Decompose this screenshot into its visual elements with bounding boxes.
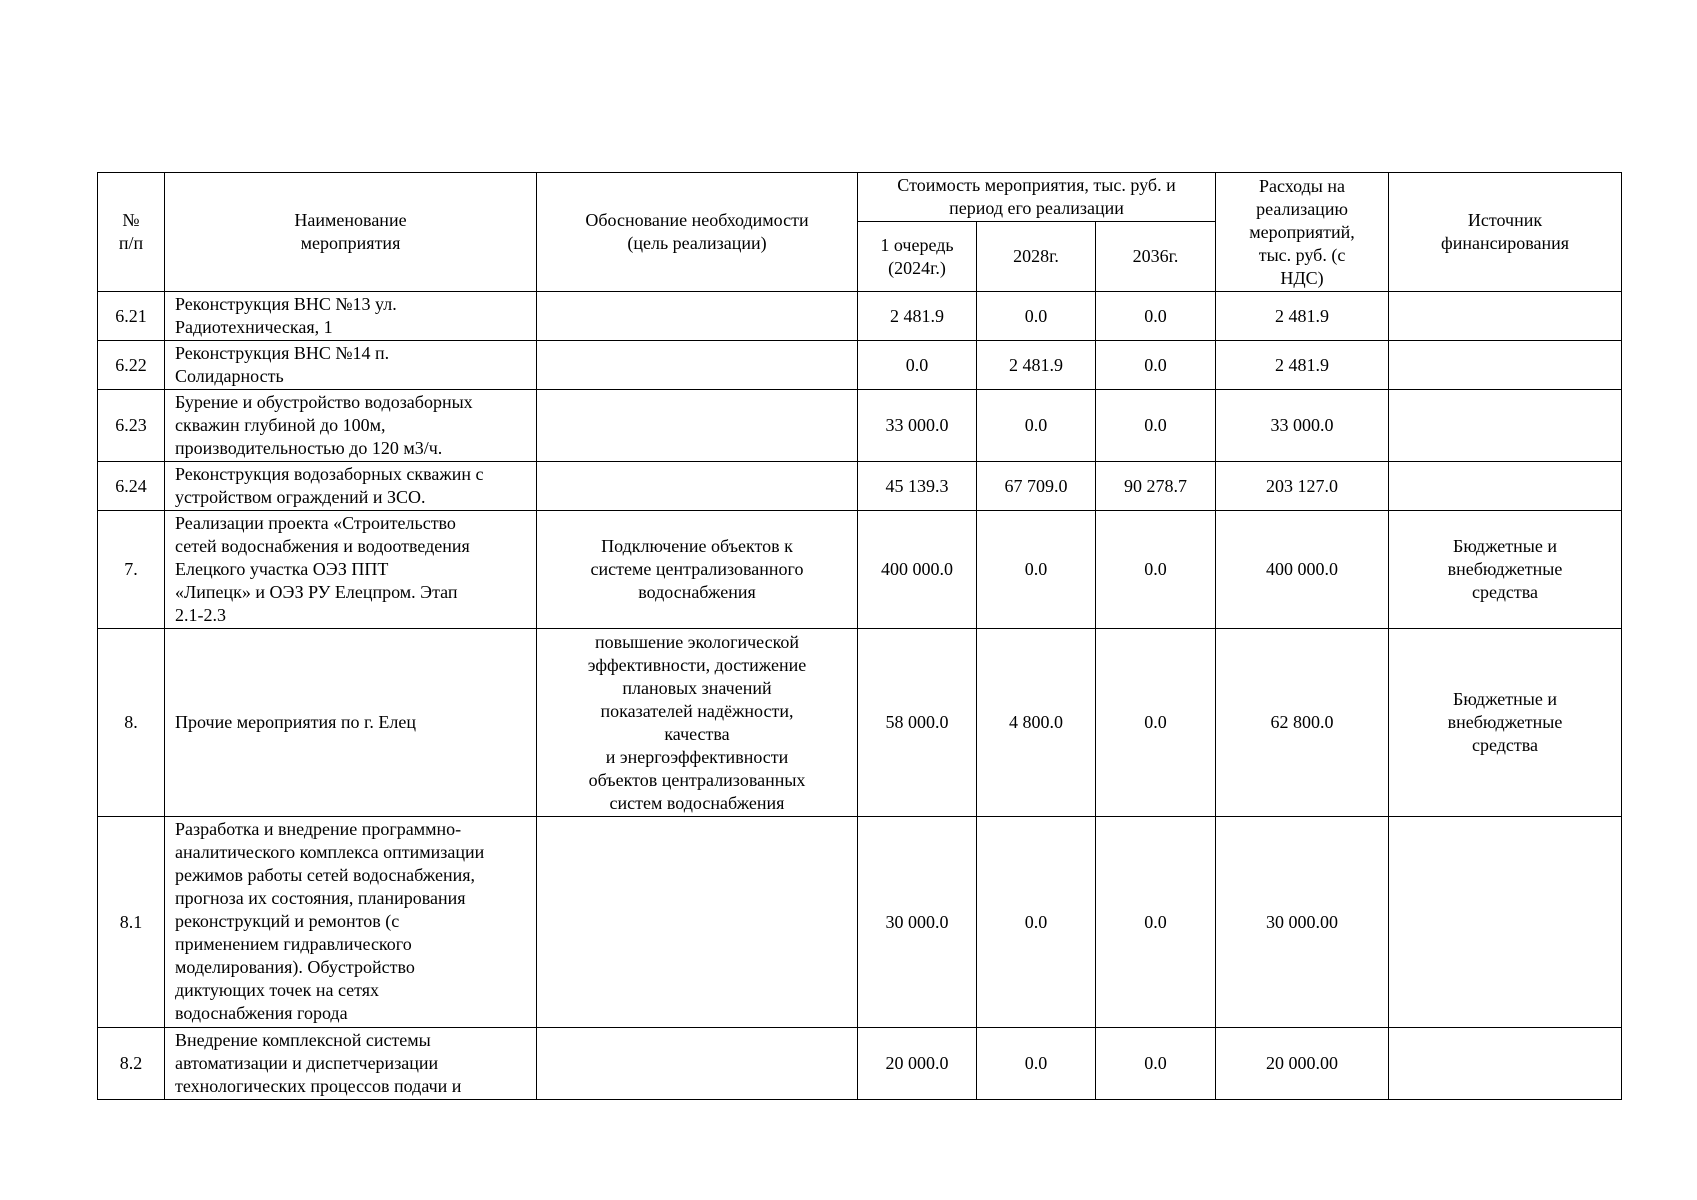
row-name: Разработка и внедрение программно- аналитического комплекса оптимизации режимов работы сетей водоснабжения, прогноза их состояния, планирования реконструкций и ремонтов (с применением гидравлического моделирования). Обустройство диктующих точек на сетях водоснабжения города <box>165 817 537 1028</box>
table-row <box>98 817 1622 1028</box>
row-num: 6.22 <box>98 341 165 390</box>
row-name: Внедрение комплексной системы автоматизации и диспетчеризации технологических процессов подачи и <box>165 1028 537 1100</box>
header-source: Источник финансирования <box>1389 173 1622 292</box>
header-num: № п/п <box>98 173 165 292</box>
row-source <box>1389 1028 1622 1100</box>
row-num: 8.1 <box>98 817 165 1028</box>
row-num: 6.24 <box>98 462 165 511</box>
table-row <box>98 341 1622 390</box>
row-total: 20 000.00 <box>1216 1028 1389 1100</box>
row-total: 203 127.0 <box>1216 462 1389 511</box>
row-2036: 0.0 <box>1096 1028 1216 1100</box>
row-justification <box>537 390 858 462</box>
row-num: 8.2 <box>98 1028 165 1100</box>
row-name: Реализации проекта «Строительство сетей водоснабжения и водоотведения Елецкого участка ОЭЗ ППТ «Липецк» и ОЭЗ РУ Елецпром. Этап 2.1-2.3 <box>165 511 537 629</box>
row-source <box>1389 341 1622 390</box>
header-stage1: 1 очередь (2024г.) <box>858 222 977 292</box>
row-justification <box>537 292 858 341</box>
row-total: 30 000.00 <box>1216 817 1389 1028</box>
measures-table <box>97 172 1622 1100</box>
row-2028: 0.0 <box>977 511 1096 629</box>
row-source: Бюджетные и внебюджетные средства <box>1389 511 1622 629</box>
row-2028: 0.0 <box>977 1028 1096 1100</box>
table-row <box>98 629 1622 817</box>
table-row <box>98 390 1622 462</box>
header-cost-group: Стоимость мероприятия, тыс. руб. и период его реализации <box>858 173 1216 222</box>
row-stage1: 0.0 <box>858 341 977 390</box>
row-source <box>1389 817 1622 1028</box>
row-2028: 0.0 <box>977 817 1096 1028</box>
row-total: 2 481.9 <box>1216 341 1389 390</box>
row-source: Бюджетные и внебюджетные средства <box>1389 629 1622 817</box>
row-num: 6.23 <box>98 390 165 462</box>
row-name: Реконструкция водозаборных скважин с устройством ограждений и ЗСО. <box>165 462 537 511</box>
header-2028: 2028г. <box>977 222 1096 292</box>
table-row <box>98 1028 1622 1100</box>
row-justification <box>537 341 858 390</box>
row-2028: 67 709.0 <box>977 462 1096 511</box>
row-source <box>1389 390 1622 462</box>
header-2036: 2036г. <box>1096 222 1216 292</box>
row-total: 33 000.0 <box>1216 390 1389 462</box>
row-stage1: 400 000.0 <box>858 511 977 629</box>
row-2028: 0.0 <box>977 292 1096 341</box>
row-total: 62 800.0 <box>1216 629 1389 817</box>
row-stage1: 20 000.0 <box>858 1028 977 1100</box>
row-stage1: 58 000.0 <box>858 629 977 817</box>
row-name: Бурение и обустройство водозаборных скважин глубиной до 100м, производительностью до 120 м3/ч. <box>165 390 537 462</box>
row-stage1: 2 481.9 <box>858 292 977 341</box>
row-stage1: 30 000.0 <box>858 817 977 1028</box>
row-2036: 0.0 <box>1096 629 1216 817</box>
row-2028: 0.0 <box>977 390 1096 462</box>
header-expenses: Расходы на реализацию мероприятий, тыс. руб. (с НДС) <box>1216 173 1389 292</box>
row-total: 400 000.0 <box>1216 511 1389 629</box>
row-num: 7. <box>98 511 165 629</box>
row-num: 6.21 <box>98 292 165 341</box>
row-stage1: 33 000.0 <box>858 390 977 462</box>
row-2028: 2 481.9 <box>977 341 1096 390</box>
row-justification <box>537 1028 858 1100</box>
row-justification: повышение экологической эффективности, достижение плановых значений показателей надёжности, качества и энергоэффективности объектов централизованных систем водоснабжения <box>537 629 858 817</box>
table-row <box>98 462 1622 511</box>
row-source <box>1389 292 1622 341</box>
row-2036: 0.0 <box>1096 292 1216 341</box>
header-name: Наименование мероприятия <box>165 173 537 292</box>
row-name: Прочие мероприятия по г. Елец <box>165 629 537 817</box>
row-2036: 0.0 <box>1096 341 1216 390</box>
row-stage1: 45 139.3 <box>858 462 977 511</box>
row-justification: Подключение объектов к системе централизованного водоснабжения <box>537 511 858 629</box>
row-source <box>1389 462 1622 511</box>
table-row <box>98 292 1622 341</box>
row-name: Реконструкция ВНС №14 п. Солидарность <box>165 341 537 390</box>
row-num: 8. <box>98 629 165 817</box>
table-row <box>98 511 1622 629</box>
row-2036: 90 278.7 <box>1096 462 1216 511</box>
row-justification <box>537 817 858 1028</box>
row-2036: 0.0 <box>1096 390 1216 462</box>
row-2036: 0.0 <box>1096 511 1216 629</box>
row-total: 2 481.9 <box>1216 292 1389 341</box>
row-justification <box>537 462 858 511</box>
row-name: Реконструкция ВНС №13 ул. Радиотехническая, 1 <box>165 292 537 341</box>
row-2028: 4 800.0 <box>977 629 1096 817</box>
header-justification: Обоснование необходимости (цель реализации) <box>537 173 858 292</box>
row-2036: 0.0 <box>1096 817 1216 1028</box>
